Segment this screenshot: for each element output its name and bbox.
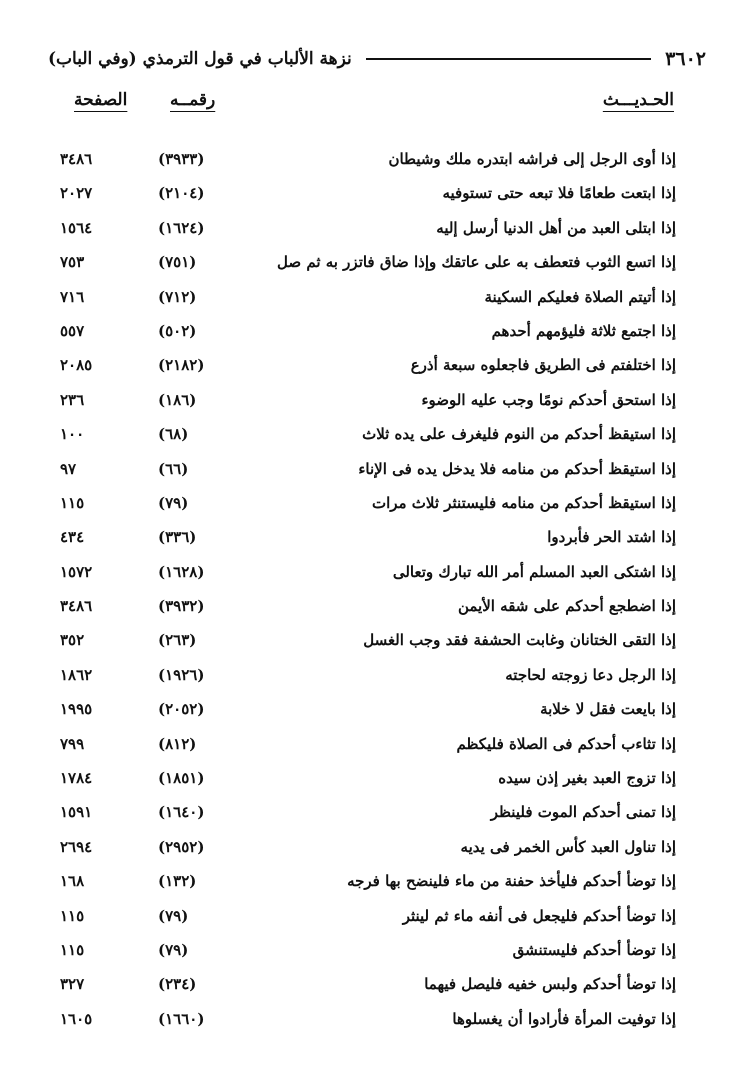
hadith-number: (٣٩٣٣) [158,150,205,168]
page-reference: ٣٥٢ [60,631,85,650]
hadith-number: (٧١٢) [158,287,197,306]
page-reference: ٣٤٨٦ [60,150,93,168]
hadith-number: (٣٣٦) [158,528,197,547]
page-reference: ١٥٦٤ [60,218,93,237]
hadith-number: (١٦٤٠) [158,803,205,822]
index-row [60,971,676,1005]
hadith-number: (١٣٢) [158,872,197,891]
page-reference: ١٥٩١ [60,803,93,822]
page-reference: ١٧٨٤ [60,769,93,788]
page-reference: ٥٥٧ [60,321,85,340]
hadith-number: (٢٦٣) [158,631,197,650]
hadith-number: (٢٣٤) [158,975,197,994]
page-reference: ١٦٨ [60,872,85,891]
hadith-text: إذا استيقظ أحدكم من منامه فلا يدخل يده فى الإناء [358,459,676,478]
page-reference: ١٥٧٢ [60,562,93,581]
index-row [60,146,676,180]
hadith-text: إذا اتسع الثوب فتعطف به على عاتقك وإذا ضاق فاتزر به ثم صل [277,253,676,272]
hadith-number: (٣٩٣٢) [158,597,205,616]
page-reference: ١٠٠ [60,425,85,444]
index-row [60,180,676,214]
hadith-text: إذا تثاءب أحدكم فى الصلاة فليكظم [456,734,676,753]
index-row [60,731,676,765]
hadith-number: (٥٠٢) [158,321,197,340]
hadith-number: (١٨٦) [158,390,197,409]
hadith-text: إذا اضطجع أحدكم على شقه الأيمن [457,597,676,616]
hadith-text: إذا التقى الختانان وغابت الحشفة فقد وجب الغسل [363,631,676,650]
page-reference: ٧٥٣ [60,253,85,272]
hadith-number: (٨١٢) [158,734,197,753]
page-reference: ٣٤٨٦ [60,597,93,616]
index-row [60,352,676,386]
page-reference: ٧٩٩ [60,734,85,753]
hadith-number: (١٦٢٤) [158,218,205,237]
page-reference: ٩٧ [60,459,77,478]
hadith-text: إذا توضأ أحدكم فليجعل فى أنفه ماء ثم لينثر [402,906,676,925]
hadith-number: (٦٨) [158,425,189,444]
hadith-text: إذا استيقظ أحدكم من النوم فليغرف على يده ثلاث [362,425,676,444]
hadith-number: (٧٩) [158,940,189,959]
hadith-text: إذا ابتعت طعامًا فلا تبعه حتى تستوفيه [442,184,676,203]
hadith-text: إذا توضأ أحدكم فليأخذ حفنة من ماء فلينضح بها فرجه [347,872,676,891]
page-reference: ١٨٦٢ [60,665,93,684]
running-head [48,42,706,76]
hadith-number: (١٦٢٨) [158,562,205,581]
index-row [60,868,676,902]
hadith-text: إذا بايعت فقل لا خلابة [540,700,676,719]
hadith-number: (١٩٢٦) [158,665,205,684]
header-rule [366,58,651,60]
hadith-text: إذا توضأ أحدكم فليستنشق [512,940,676,959]
hadith-text: إذا أتيتم الصلاة فعليكم السكينة [484,287,676,306]
column-header-page: الصفحة [74,90,128,110]
hadith-text: إذا ابتلى العبد من أهل الدنيا أرسل إليه [436,218,676,237]
page-reference: ٢٠٨٥ [60,356,93,375]
index-row [60,799,676,833]
hadith-text: إذا اشتد الحر فأبردوا [547,528,676,547]
index-row [60,1006,676,1040]
column-header-hadith: الحـديـــث [602,90,674,110]
hadith-number: (٢٠٥٢) [158,700,205,719]
index-row [60,834,676,868]
hadith-text: إذا اشتكى العبد المسلم أمر الله تبارك وتعالى [392,562,676,581]
page-reference: ٧١٦ [60,287,85,306]
index-row [60,249,676,283]
hadith-text: إذا اجتمع ثلاثة فليؤمهم أحدهم [491,321,676,340]
index-row [60,559,676,593]
hadith-number: (٧٥١) [158,253,197,272]
index-row [60,662,676,696]
hadith-number: (٢١٨٢) [158,356,205,375]
page-reference: ٤٣٤ [60,528,85,547]
page-reference: ٢٦٩٤ [60,837,93,856]
index-row [60,421,676,455]
hadith-index-list [60,146,676,1040]
index-row [60,937,676,971]
page-reference: ٢٣٦ [60,390,85,409]
index-row [60,387,676,421]
hadith-text: إذا أوى الرجل إلى فراشه ابتدره ملك وشيطان [388,150,676,168]
hadith-number: (٧٩) [158,493,189,512]
index-row [60,456,676,490]
index-row [60,627,676,661]
column-headers [60,86,674,120]
page-reference: ١١٥ [60,940,85,959]
hadith-number: (٦٦) [158,459,189,478]
index-row [60,284,676,318]
index-row [60,765,676,799]
page-reference: ٢٠٢٧ [60,184,93,203]
index-row [60,903,676,937]
hadith-number: (١٦٦٠) [158,1009,205,1028]
index-row [60,318,676,352]
hadith-text: إذا توفيت المرأة فأرادوا أن يغسلوها [452,1009,676,1028]
hadith-number: (٧٩) [158,906,189,925]
page-reference: ٣٢٧ [60,975,85,994]
hadith-number: (٢٩٥٢) [158,837,205,856]
column-header-number: رقمــه [170,90,216,110]
page-number: ٣٦٠٢ [665,48,706,70]
hadith-text: إذا توضأ أحدكم ولبس خفيه فليصل فيهما [424,975,676,994]
hadith-text: إذا استيقظ أحدكم من منامه فليستنثر ثلاث مرات [371,493,676,512]
index-row [60,524,676,558]
index-row [60,490,676,524]
running-title: نزهة الألباب في قول الترمذي (وفي الباب) [48,49,352,69]
page-reference: ١١٥ [60,906,85,925]
hadith-text: إذا الرجل دعا زوجته لحاجته [505,665,676,684]
hadith-text: إذا تزوج العبد بغير إذن سيده [498,769,676,788]
page-reference: ١٩٩٥ [60,700,93,719]
hadith-text: إذا تمنى أحدكم الموت فلينظر [490,803,676,822]
page-reference: ١١٥ [60,493,85,512]
page-reference: ١٦٠٥ [60,1009,93,1028]
index-row [60,215,676,249]
index-row [60,593,676,627]
index-row [60,696,676,730]
hadith-number: (٢١٠٤) [158,184,205,203]
hadith-number: (١٨٥١) [158,769,205,788]
hadith-text: إذا تناول العبد كأس الخمر فى يديه [460,837,676,856]
hadith-text: إذا اختلفتم فى الطريق فاجعلوه سبعة أذرع [410,356,676,375]
hadith-text: إذا استحق أحدكم نومًا وجب عليه الوضوء [421,390,676,409]
